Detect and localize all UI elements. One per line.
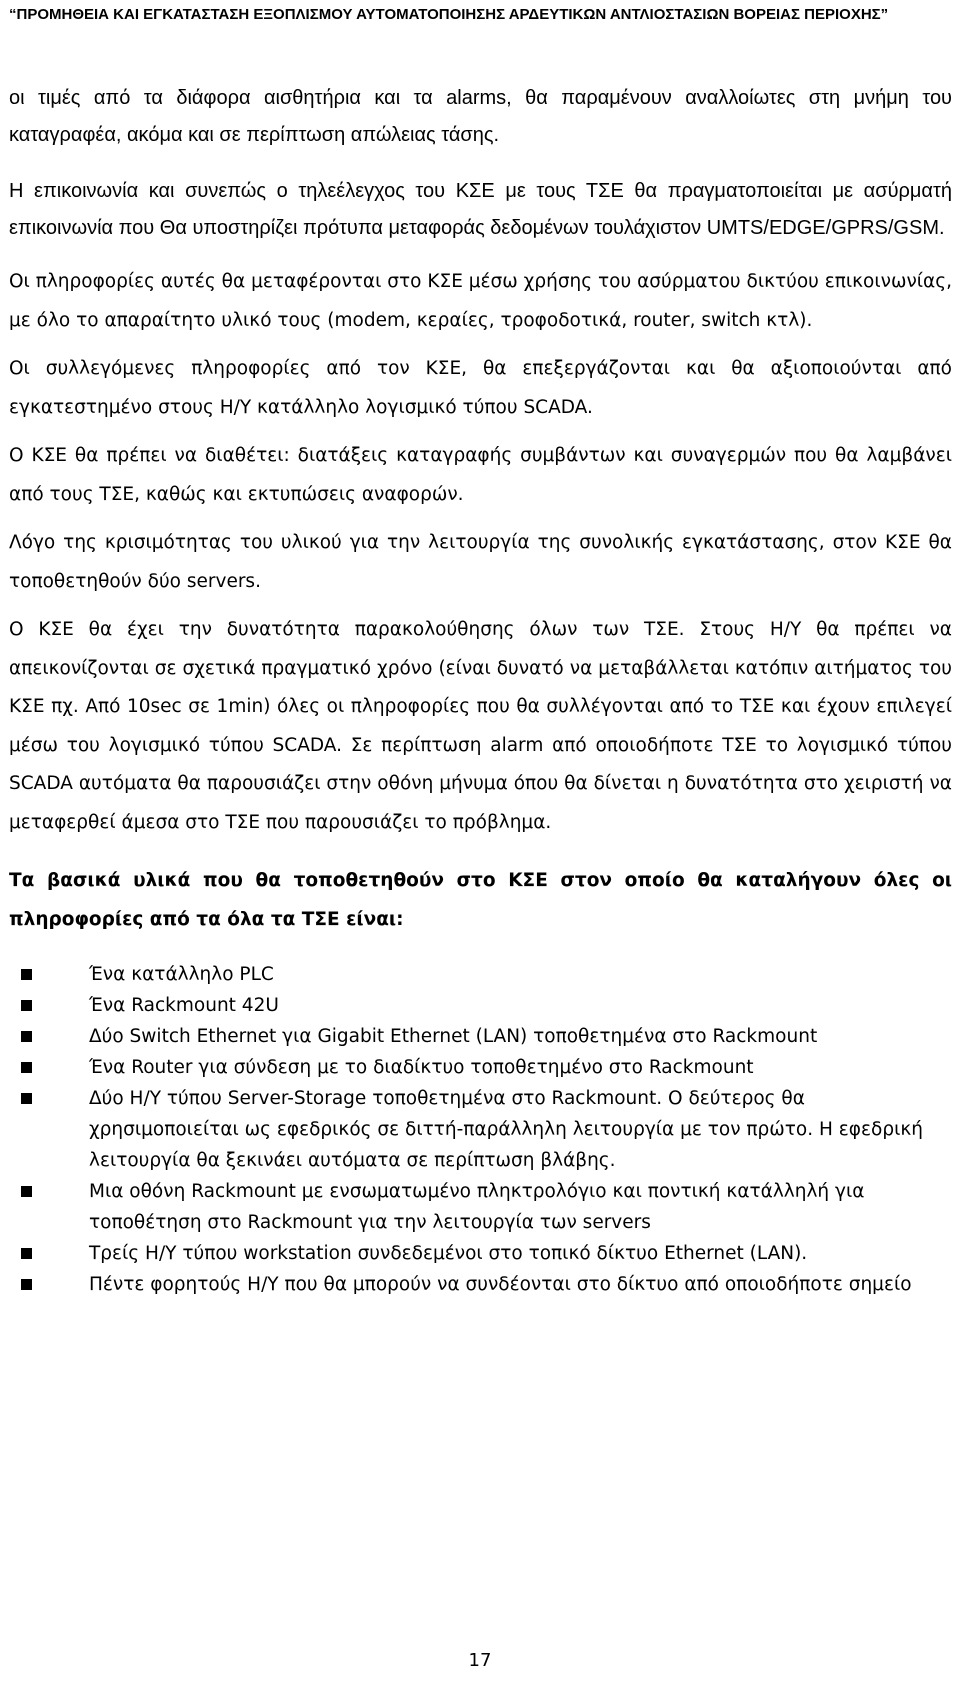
list-item: Δύο Switch Ethernet για Gigabit Ethernet (LAN) τοποθετημένα στο Rackmount [9, 1021, 952, 1052]
square-bullet-icon [21, 1062, 32, 1073]
paragraph-scada-processing: Οι συλλεγόμενες πληροφορίες από τον ΚΣΕ, θα επεξεργάζονται και θα αξιοποιούνται από εγκατεστημένο στους Η/Υ κατάλληλο λογισμικό τύπου SCADA. [9, 358, 952, 418]
document-body [9, 80, 952, 1300]
paragraph-servers: Λόγο της κρισιμότητας του υλικού για την λειτουργία της συνολικής εγκατάστασης, στον ΚΣΕ θα τοποθετηθούν δύο servers. [9, 532, 952, 592]
list-item: Μια οθόνη Rackmount με ενσωματωμένο πληκτρολόγιο και ποντική κατάλληλή για τοποθέτηση στο Rackmount για την λειτουργία των servers [9, 1176, 952, 1238]
paragraph-event-logging: Ο ΚΣΕ θα πρέπει να διαθέτει: διατάξεις καταγραφής συμβάντων και συναγερμών που θα λαμβάνει από τους ΤΣΕ, καθώς και εκτυπώσεις αναφορών. [9, 445, 952, 505]
list-item: Τρείς Η/Υ τύπου workstation συνδεδεμένοι στο τοπικό δίκτυο Ethernet (LAN). [9, 1238, 952, 1269]
paragraph-wireless-network: Οι πληροφορίες αυτές θα μεταφέρονται στο ΚΣΕ μέσω χρήσης του ασύρματου δικτύου επικοινωνίας, με όλο το απαραίτητο υλικό τους (modem, κεραίες, τροφοδοτικά, router, switch κτλ). [9, 271, 952, 331]
paragraph-memory: οι τιμές από τα διάφορα αισθητήρια και τα alarms, θα παραμένουν αναλλοίωτες στη μνήμη του καταγραφέα, ακόμα και σε περίπτωση απώλειας τάσης. [9, 87, 952, 146]
paragraph-monitoring: Ο ΚΣΕ θα έχει την δυνατότητα παρακολούθησης όλων των ΤΣΕ. Στους Η/Υ θα πρέπει να απεικονίζονται σε σχετικά πραγματικό χρόνο (είναι δυνατό να μεταβάλλεται κατόπιν αιτήματος του ΚΣΕ πχ. Από 10sec σε 1min) όλες οι πληροφορίες που θα συλλέγονται από το ΤΣΕ και έχουν επιλεγεί μέσω του λογισμικό τύπου SCADA. Σε περίπτωση alarm από οποιοδήποτε ΤΣΕ το λογισμικό τύπου SCADA αυτόματα θα παρουσιάζει στην οθόνη μήνυμα όπου θα δίνεται η δυνατότητα στο χειριστή να μεταφερθεί άμεσα στο ΤΣΕ που παρουσιάζει το πρόβλημα. [9, 619, 952, 833]
square-bullet-icon [21, 1031, 32, 1042]
square-bullet-icon [21, 969, 32, 980]
square-bullet-icon [21, 1093, 32, 1104]
materials-list [9, 959, 952, 1300]
list-item: Ένα Router για σύνδεση με το διαδίκτυο τοποθετημένο στο Rackmount [9, 1052, 952, 1083]
paragraph-communication: Η επικοινωνία και συνεπώς ο τηλεέλεγχος του ΚΣΕ με τους ΤΣΕ θα πραγματοποιείται με ασύρματή επικοινωνία που Θα υποστηρίζει πρότυπα μεταφοράς δεδομένων τουλάχιστον UMTS/EDGE/GPRS/GSM. [9, 180, 952, 239]
list-item: Ένα Rackmount 42U [9, 990, 952, 1021]
square-bullet-icon [21, 1186, 32, 1197]
list-item: Ένα κατάλληλο PLC [9, 959, 952, 990]
square-bullet-icon [21, 1248, 32, 1259]
square-bullet-icon [21, 1000, 32, 1011]
page-number: 17 [468, 1650, 492, 1671]
list-item: Πέντε φορητούς Η/Υ που θα μπορούν να συνδέονται στο δίκτυο από οποιοδήποτε σημείο [9, 1269, 952, 1300]
document-header: “ΠΡΟΜΗΘΕΙΑ ΚΑΙ ΕΓΚΑΤΑΣΤΑΣΗ ΕΞΟΠΛΙΣΜΟΥ ΑΥΤΟΜΑΤΟΠΟΙΗΣΗΣ ΑΡΔΕΥΤΙΚΩΝ ΑΝΤΛΙΟΣΤΑΣΙΩΝ ΒΟΡΕΙΑΣ ΠΕΡΙΟΧΗΣ” [9, 6, 889, 23]
square-bullet-icon [21, 1279, 32, 1290]
materials-heading: Τα βασικά υλικά που θα τοποθετηθούν στο ΚΣΕ στον οποίο θα καταλήγουν όλες οι πληροφορίες από τα όλα τα ΤΣΕ είναι: [9, 870, 952, 930]
list-item: Δύο Η/Υ τύπου Server-Storage τοποθετημένα στο Rackmount. Ο δεύτερος θα χρησιμοποιείται ως εφεδρικός σε διττή-παράλληλη λειτουργία με τον πρώτο. Η εφεδρική λειτουργία θα ξεκινάει αυτόματα σε περίπτωση βλάβης. [9, 1083, 952, 1176]
